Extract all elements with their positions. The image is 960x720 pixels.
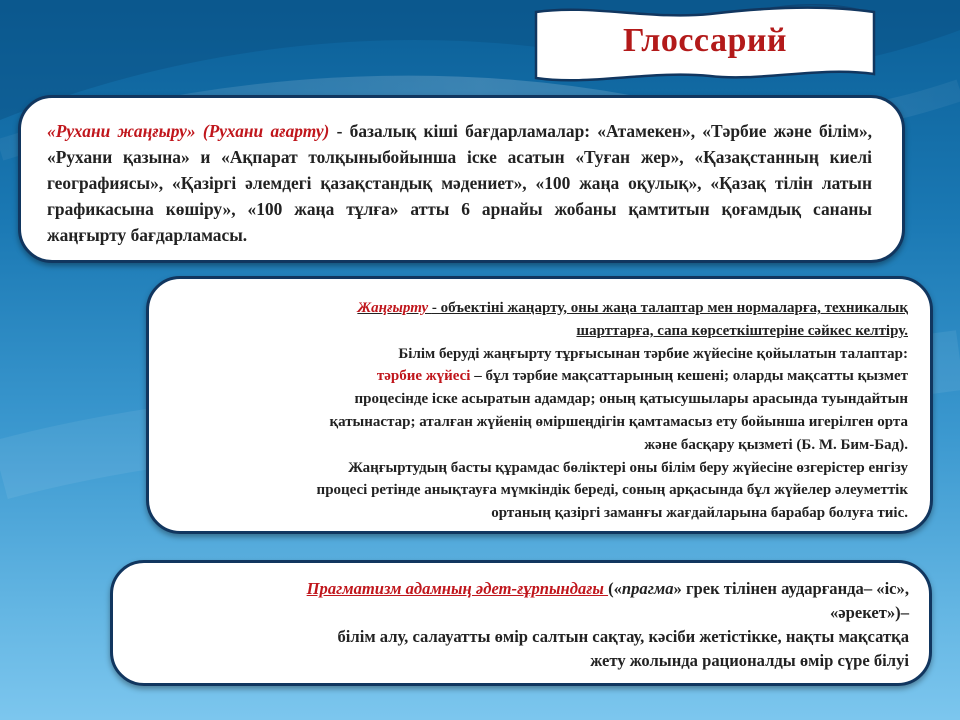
- definition-line-8: Жаңғыртудың басты құрамдас бөліктері оны білім беру жүйесіне өзгерістер енгізу: [348, 459, 908, 476]
- pragmatism-line-4: жету жолында рационалды өмір сүре білуі: [590, 651, 909, 670]
- zhangyrtu-definition-box: [146, 276, 933, 534]
- requirements-line: Білім беруді жаңғырту тұрғысынан тәрбие жүйесіне қойылатын талаптар:: [398, 345, 908, 362]
- zhangyrtu-paragraph: [171, 297, 908, 525]
- pragmatism-line-3: білім алу, салауатты өмір салтын сақтау, кәсіби жетістікке, нақты мақсатқа: [337, 627, 909, 646]
- rukhani-zhangyru-definition-box: [18, 95, 905, 263]
- pragmatism-definition-box: [110, 560, 932, 686]
- rukhani-zhangyru-paragraph: [47, 118, 872, 248]
- definition-line-7: және басқару қызметі (Б. М. Бим-Бад).: [644, 436, 908, 453]
- pragmatism-term: Прагматизм адамның әдет-ғұрпындағы: [306, 579, 609, 598]
- definition-line-10: ортаның қазіргі заманғы жағдайларына барабар болуға тиіс.: [491, 505, 908, 522]
- definition-line-5: процесінде іске асыратын адамдар; оның қатысушылары арасында туындайтын: [354, 391, 908, 408]
- page-title: Глоссарий: [622, 22, 788, 59]
- zhangyrtu-term: Жаңғырту: [357, 300, 432, 316]
- zhangyrtu-definition-line-1: Жаңғырту - объектіні жаңарту, оны жаңа талаптар мен нормаларға, техникалық: [357, 300, 908, 316]
- pragmatism-paragraph: Прагматизм адамның әдет-ғұрпындағы («прагма» грек тілінен аударғанда– «іс», «әрекет»)– білім алу, салауатты өмір салтын сақтау, кәсіби жетістікке, нақты мақсатқа жету жолында рационалды өмір сүре білуі: [306, 579, 909, 670]
- rukhani-zhangyru-term: «Рухани жаңғыру» (Рухани ағарту): [47, 121, 330, 141]
- definition-line-9: процесі ретінде анықтауға мүмкіндік береді, соның арқасында бұл жүйелер әлеуметтік: [316, 482, 908, 499]
- definition-line-6: қатынастар; аталған жүйенің өміршеңдігін қамтамасыз ету бойынша игерілген орта: [329, 413, 908, 430]
- rukhani-zhangyru-definition: - базалық кіші бағдарламалар: «Атамекен», «Тәрбие және білім», «Рухани қазына» и «Ақпарат толқыныбойынша іске асатын «Туған жер», «Қазақстанның киелі географиясы», «Қазіргі әлемдегі қазақстандық мәдениет», «100 жаңа оқулық», «Қазақ тілін латын графикасына көшіру», «100 жаңа тұлға» атты 6 арнайы жобаны қамтитын қоғамдық сананы жаңғырту бағдарламасы.: [47, 121, 872, 245]
- tarbie-zhuiesi-term: тәрбие жүйесі: [376, 368, 471, 385]
- tarbie-zhuiesi-line: – бұл тәрбие мақсаттарының кешені; оларды мақсатты қызмет: [470, 368, 908, 385]
- zhangyrtu-definition-line-2: шарттарға, сапа көрсеткіштеріне сәйкес келтіру.: [576, 322, 908, 339]
- pragma-word: прагма: [621, 579, 674, 598]
- pragmatism-line-2: «әрекет»)–: [829, 603, 909, 622]
